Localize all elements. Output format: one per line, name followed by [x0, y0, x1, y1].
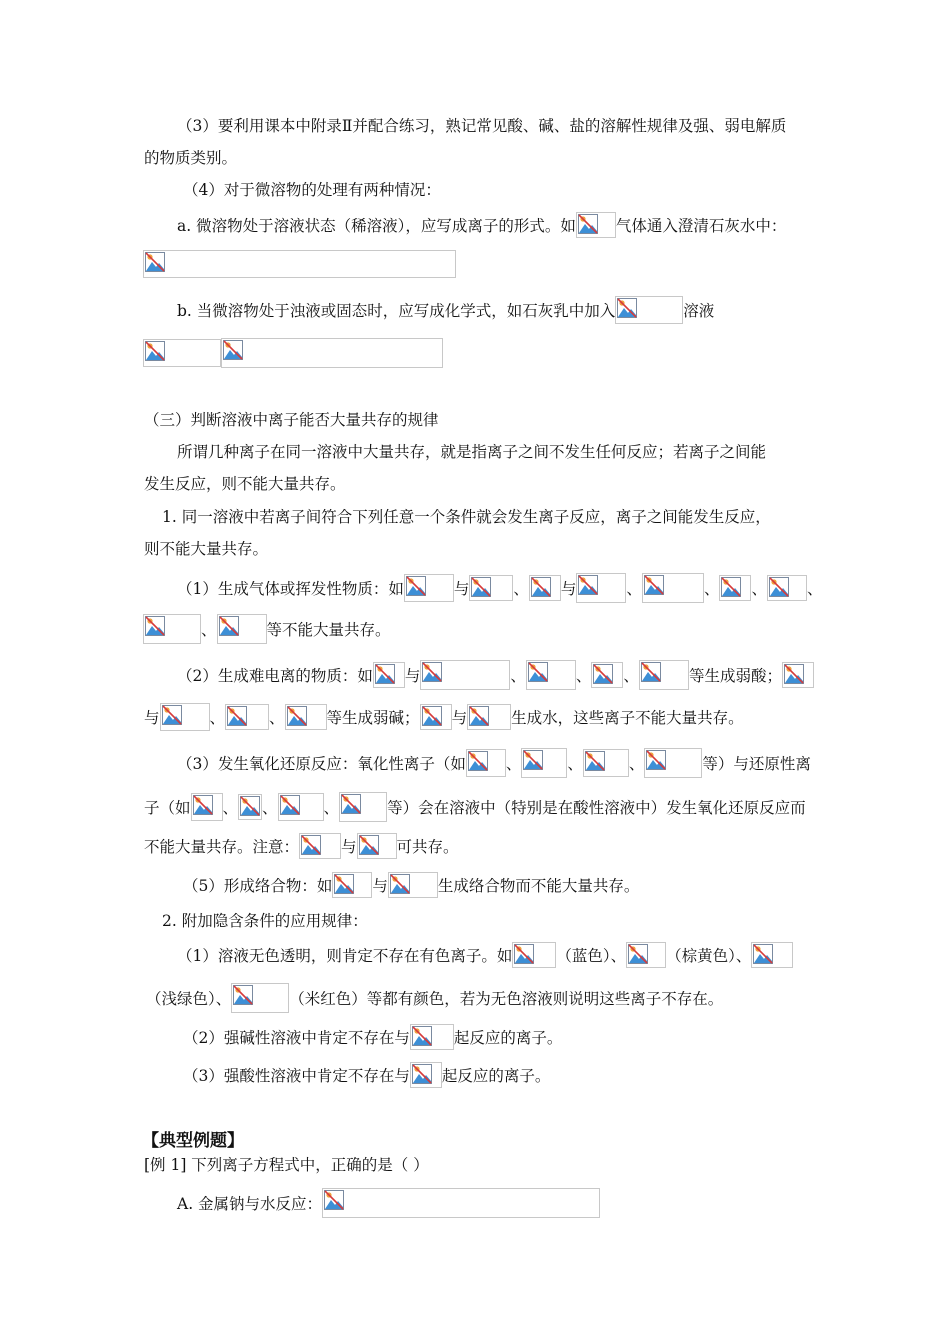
formula-image — [626, 942, 666, 968]
formula-image — [782, 662, 814, 688]
broken-image-icon — [359, 835, 379, 855]
condition-redox-note-tail: 可共存。 — [396, 838, 459, 856]
formula-image — [332, 872, 372, 898]
item-a-text-2: 气体通入澄清石灰水中： — [615, 217, 787, 235]
broken-image-icon — [628, 944, 648, 964]
broken-image-icon — [375, 664, 395, 684]
formula-image — [529, 575, 561, 601]
intro-text: 所谓几种离子在同一溶液中大量共存，就是指离子之间不发生任何反应；若离子之间能 — [177, 443, 767, 461]
sep-text: 、 — [806, 580, 823, 598]
broken-image-icon — [406, 576, 426, 596]
condition-gas-text: （1）生成气体或挥发性物质：如 — [177, 580, 404, 598]
hidden-colorless — [177, 946, 793, 968]
item-b — [177, 300, 714, 324]
sep-text: 、 — [703, 580, 720, 598]
broken-image-icon — [390, 874, 410, 894]
broken-image-icon — [301, 835, 321, 855]
formula-image — [469, 575, 513, 601]
broken-image-icon — [422, 706, 442, 726]
formula-image — [404, 574, 454, 602]
broken-image-icon — [641, 662, 661, 682]
hidden-alkaline-tail: 起反应的离子。 — [453, 1029, 563, 1047]
broken-image-icon — [219, 616, 239, 636]
conj-text: 与 — [144, 709, 160, 727]
condition-gas-tail: 等不能大量共存。 — [266, 621, 391, 639]
broken-image-icon — [528, 662, 548, 682]
broken-image-icon — [223, 340, 243, 360]
condition-redox-text-3: 子（如 — [144, 799, 191, 817]
broken-image-icon — [578, 214, 598, 234]
condition-weak — [177, 664, 814, 690]
formula-image — [644, 748, 702, 778]
examples-heading: 【典型例题】 — [142, 1131, 244, 1151]
condition-gas-cont — [143, 618, 391, 644]
weak-acid-text: 等生成弱酸； — [688, 667, 782, 685]
conj-text: 与 — [560, 580, 577, 598]
equation-image — [221, 338, 443, 368]
formula-image — [388, 872, 438, 898]
broken-image-icon — [145, 341, 165, 361]
weak-base-text: 等生成弱碱； — [326, 709, 420, 727]
broken-image-icon — [324, 1190, 344, 1210]
conj-text: 与 — [453, 580, 470, 598]
formula-image — [373, 662, 405, 688]
broken-image-icon — [162, 705, 182, 725]
sep-text: 、 — [269, 709, 285, 727]
broken-image-icon — [514, 944, 534, 964]
broken-image-icon — [422, 662, 442, 682]
equation-image — [322, 1188, 600, 1218]
formula-image — [410, 1062, 442, 1088]
color-green-text: （浅绿色）、 — [146, 990, 232, 1008]
sep-text: 、 — [575, 667, 592, 685]
broken-image-icon — [721, 577, 741, 597]
paragraph-appendix: （3）要利用课本中附录Ⅱ并配合练习，熟记常见酸、碱、盐的溶解性规律及强、弱电解质 — [177, 117, 787, 135]
formula-image — [576, 212, 616, 238]
broken-image-icon — [753, 944, 773, 964]
sep-text: 、 — [510, 667, 526, 685]
formula-image — [357, 833, 397, 859]
item-b-text: b. 当微溶物处于浊液或固态时，应写成化学式，如石灰乳中加入 — [177, 302, 616, 320]
sep-text: 、 — [623, 667, 639, 685]
formula-image — [420, 660, 510, 690]
intro-text-cont: 发生反应，则不能大量共存。 — [144, 475, 346, 493]
sep-text: 、 — [513, 580, 529, 598]
broken-image-icon — [341, 794, 361, 814]
broken-image-icon — [412, 1026, 432, 1046]
rule-1: 1. 同一溶液中若离子间符合下列任意一个条件就会发生离子反应，离子之间能发生反应， — [162, 508, 771, 526]
equation-image — [143, 250, 456, 278]
example-1-option-a — [177, 1192, 600, 1218]
formula-image — [719, 575, 751, 601]
color-pink-text: （米红色）等都有颜色，若为无色溶液则说明这些离子不存在。 — [289, 990, 724, 1008]
formula-image — [410, 1024, 454, 1050]
sep-text: 、 — [567, 755, 583, 773]
hidden-acidic — [183, 1066, 550, 1088]
sep-text: 、 — [626, 580, 642, 598]
section-heading: （三）判断溶液中离子能否大量共存的规律 — [144, 411, 439, 429]
formula-image — [160, 703, 210, 731]
hidden-alkaline — [183, 1028, 562, 1050]
broken-image-icon — [193, 795, 213, 815]
color-blue-text: （蓝色）、 — [556, 947, 627, 965]
example-1: [例 1] 下列离子方程式中，正确的是（ ） — [144, 1156, 429, 1174]
formula-image — [191, 793, 223, 821]
hidden-colorless-cont — [146, 987, 723, 1013]
formula-image — [238, 794, 262, 820]
condition-weak-cont — [144, 707, 744, 731]
broken-image-icon — [578, 575, 598, 595]
sep-text: 、 — [222, 799, 239, 817]
item-a — [177, 216, 786, 238]
formula-image — [639, 660, 689, 690]
conj-text: 与 — [404, 667, 421, 685]
sep-text: 、 — [505, 755, 522, 773]
conj-text: 与 — [372, 877, 388, 895]
condition-redox-text: （3）发生氧化还原反应：氧化性离子（如 — [177, 755, 466, 773]
formula-image — [615, 296, 683, 324]
option-a-text: A. 金属钠与水反应： — [177, 1195, 323, 1213]
broken-image-icon — [523, 750, 543, 770]
hidden-acidic-text: （3）强酸性溶液中肯定不存在与 — [183, 1067, 410, 1085]
hidden-colorless-text: （1）溶液无色透明，则肯定不存在有色离子。如 — [177, 947, 513, 965]
broken-image-icon — [287, 706, 307, 726]
broken-image-icon — [227, 706, 247, 726]
formula-image — [526, 660, 576, 690]
formula-image — [231, 983, 289, 1013]
paragraph-slightly-soluble: （4）对于微溶物的处理有两种情况： — [183, 181, 441, 199]
broken-image-icon — [593, 664, 613, 684]
formula-image — [143, 614, 201, 644]
broken-image-icon — [280, 795, 300, 815]
formula-image — [467, 704, 511, 730]
rule-2: 2. 附加隐含条件的应用规律： — [162, 912, 368, 930]
formula-image — [591, 662, 623, 688]
formula-image — [466, 749, 506, 777]
formula-image — [299, 833, 341, 859]
broken-image-icon — [468, 751, 488, 771]
formula-image — [339, 792, 387, 822]
rule-1-cont: 则不能大量共存。 — [144, 540, 269, 558]
sep-text: 、 — [209, 709, 226, 727]
condition-complex-text: （5）形成络合物：如 — [183, 877, 333, 895]
broken-image-icon — [531, 577, 551, 597]
broken-image-icon — [240, 796, 260, 816]
broken-image-icon — [145, 616, 165, 636]
sep-text: 、 — [323, 799, 340, 817]
formula-image — [217, 614, 267, 644]
broken-image-icon — [784, 664, 804, 684]
paragraph-appendix-cont: 的物质类别。 — [144, 149, 238, 167]
formula-image — [583, 749, 629, 777]
broken-image-icon — [412, 1064, 432, 1084]
broken-image-icon — [769, 577, 789, 597]
water-text: 生成水，这些离子不能大量共存。 — [511, 709, 744, 727]
formula-image — [512, 942, 556, 968]
formula-image — [767, 575, 807, 601]
sep-text: 、 — [262, 799, 278, 817]
formula-image — [642, 573, 704, 603]
formula-image — [420, 704, 452, 730]
conj-text: 与 — [341, 838, 357, 856]
hidden-alkaline-text: （2）强碱性溶液中肯定不存在与 — [183, 1029, 410, 1047]
item-a-text: a. 微溶物处于溶液状态（稀溶液），应写成离子的形式。如 — [177, 217, 576, 235]
formula-image — [225, 704, 269, 730]
item-b-text-2: 溶液 — [683, 302, 715, 320]
broken-image-icon — [644, 575, 664, 595]
condition-complex-tail: 生成络合物而不能大量共存。 — [437, 877, 640, 895]
conj-text: 与 — [451, 709, 468, 727]
condition-complex — [183, 876, 639, 898]
formula-image — [521, 748, 567, 778]
condition-gas — [177, 577, 822, 603]
equation-line — [143, 254, 456, 278]
condition-redox-note — [144, 837, 459, 859]
condition-weak-text: （2）生成难电离的物质：如 — [177, 667, 373, 685]
condition-redox-cont — [144, 796, 806, 822]
formula-image — [285, 704, 327, 730]
formula-image — [278, 793, 324, 821]
broken-image-icon — [145, 252, 165, 272]
broken-image-icon — [469, 706, 489, 726]
condition-redox-text-4: 等）会在溶液中（特别是在酸性溶液中）发生氧化还原反应而 — [387, 799, 806, 817]
sep-text: 、 — [201, 621, 217, 639]
broken-image-icon — [233, 985, 253, 1005]
broken-image-icon — [617, 298, 637, 318]
broken-image-icon — [646, 750, 666, 770]
condition-redox — [177, 752, 811, 778]
sep-text: 、 — [628, 755, 645, 773]
formula-image — [143, 339, 221, 367]
sep-text: 、 — [751, 580, 767, 598]
formula-image — [576, 573, 626, 603]
broken-image-icon — [471, 577, 491, 597]
formula-image — [751, 942, 793, 968]
condition-redox-note-text: 不能大量共存。注意： — [144, 838, 300, 856]
equation-line-b — [143, 342, 443, 368]
broken-image-icon — [585, 751, 605, 771]
condition-redox-text-2: 等）与还原性离 — [702, 755, 811, 773]
hidden-acidic-tail: 起反应的离子。 — [441, 1067, 551, 1085]
color-brown-text: （棕黄色）、 — [666, 947, 752, 965]
broken-image-icon — [334, 874, 354, 894]
